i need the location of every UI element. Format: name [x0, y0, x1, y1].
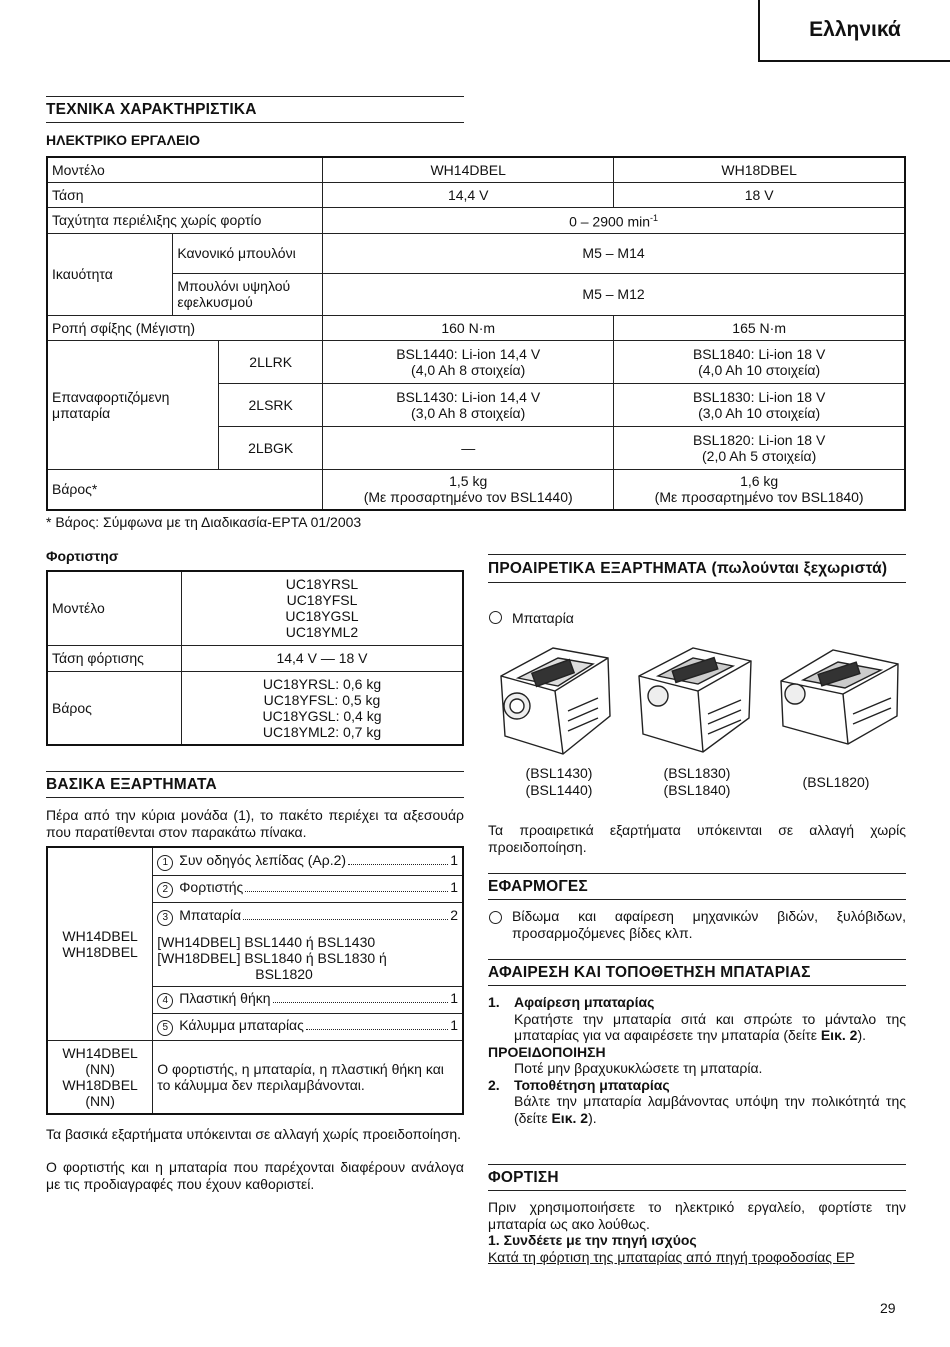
battery-bsl1820-image — [781, 650, 898, 744]
spec-sublabel: Μπουλόνι υψηλού εφελκυσμού — [173, 273, 323, 315]
spec-sublabel: Κανονικό μπουλόνι — [173, 233, 323, 273]
spec-value: 1,5 kg (Με προσαρτημένο τον BSL1440) — [323, 469, 614, 510]
standard-acc-title: ΒΑΣΙΚΑ ΕΞΑΡΤΗΜΑΤΑ — [46, 771, 464, 798]
bullet-icon — [489, 611, 502, 624]
standard-acc-table — [46, 846, 464, 1115]
battery-code: 2LLRK — [219, 340, 323, 383]
standard-acc-note-2: Ο φορτιστής και η μπαταρία που παρέχονται διαφέρουν ανάλογα με τις προδιαγραφές που έχουν καθοριστεί. — [46, 1159, 464, 1192]
spec-value: WH14DBEL — [323, 157, 614, 182]
battery-code: 2LSRK — [219, 383, 323, 426]
spec-value: 165 N·m — [614, 315, 905, 340]
spec-value: — — [323, 426, 614, 469]
charging-title: ΦΟΡΤΙΣΗ — [488, 1164, 906, 1191]
spec-value: 18 V — [614, 182, 905, 207]
spec-value: BSL1840: Li-ion 18 V (4,0 Ah 10 στοιχεία) — [614, 340, 905, 383]
spec-value: BSL1820: Li-ion 18 V (2,0 Ah 5 στοιχεία) — [614, 426, 905, 469]
acc-item: 1 Συν οδηγός λεπίδας (Αρ.2) 1 — [153, 847, 463, 875]
charger-table — [46, 570, 464, 746]
battery-bsl1440-image — [501, 648, 610, 754]
battery-code: 2LBGK — [219, 426, 323, 469]
spec-value: 1,6 kg (Με προσαρτημένο τον BSL1840) — [614, 469, 905, 510]
charging-body: Πριν χρησιμοποιήσετε το ηλεκτρικό εργαλείο, φορτίστε την μπαταρία ως ακο λούθως. 1. Συνδέετε με την πηγή ισχύος Κατά τη φόρτιση της μπαταρίας από πηγή τροφοδοσίας EP — [488, 1199, 906, 1265]
specs-table — [46, 156, 906, 511]
optional-acc-item: Μπαταρία — [489, 610, 574, 626]
acc-item: 4 Πλαστική θήκη 1 — [153, 986, 463, 1013]
battery-illustrations — [493, 636, 905, 758]
charger-label: Τάση φόρτισης — [47, 645, 181, 671]
battery-caption-1: (BSL1430) (BSL1440) — [525, 765, 593, 798]
charger-weights: UC18YRSL: 0,6 kg UC18YFSL: 0,5 kg UC18YGSL: 0,4 kg UC18YML2: 0,7 kg — [181, 671, 463, 745]
applications-item: Βίδωμα και αφαίρεση μηχανικών βιδών, ξυλόβιδων, προσαρμοζόμενες βίδες κλπ. — [489, 908, 906, 941]
acc-models: WH14DBEL WH18DBEL — [47, 847, 153, 1040]
charger-heading: Φορτιστησ — [46, 548, 119, 564]
spec-value: BSL1430: Li-ion 14,4 V (3,0 Ah 8 στοιχεία) — [323, 383, 614, 426]
optional-acc-note: Τα προαιρετικά εξαρτήματα υπόκεινται σε αλλαγή χωρίς προειδοποίηση. — [488, 822, 906, 855]
battery-caption-2: (BSL1830) (BSL1840) — [663, 765, 731, 798]
spec-value: 14,4 V — [323, 182, 614, 207]
bullet-icon — [489, 911, 502, 924]
page-number: 29 — [880, 1300, 896, 1316]
charger-label: Μοντέλο — [47, 571, 181, 645]
power-tool-heading: ΗΛΕΚΤΡΙΚΟ ΕΡΓΑΛΕΙΟ — [46, 132, 201, 148]
charger-models: UC18YRSL UC18YFSL UC18YGSL UC18YML2 — [181, 571, 463, 645]
spec-label: Ικαυότητα — [47, 233, 173, 315]
battery-removal-body: 1. Αφαίρεση μπαταρίας Κρατήστε την μπαταρία σιτά και σπρώτε το μάνταλο της μπαταρίας για να αφαιρέσετε την μπαταρία (δείτε Εικ. 2). ΠΡΟΕΙΔΟΠΟΙΗΣΗ Ποτέ μην βραχυκυκλώσετε τη μπαταρία. 2. Τοποθέτηση μπαταρίας Βάλτε την μπαταρία λαμβάνοντας υπόψη την πολικότητά της (δείτε Εικ. 2). — [488, 994, 906, 1126]
standard-acc-intro: Πέρα από την κύρια μονάδα (1), το πακέτο περιέχει τα αξεσουάρ που παρατίθενται στον παρακάτω πίνακα. — [46, 807, 464, 840]
weight-footnote: * Βάρος: Σύμφωνα με τη Διαδικασία-EPTA 01/2003 — [46, 514, 362, 530]
acc-nn-note: Ο φορτιστής, η μπαταρία, η πλαστική θήκη και το κάλυμμα δεν περιλαμβάνονται. — [153, 1040, 463, 1114]
spec-value: BSL1830: Li-ion 18 V (3,0 Ah 10 στοιχεία) — [614, 383, 905, 426]
acc-item: 5 Κάλυμμα μπαταρίας 1 — [153, 1013, 463, 1040]
acc-item: 2 Φορτιστής 1 — [153, 875, 463, 902]
spec-label: Ροπή σφίξης (Μέγιστη) — [47, 315, 323, 340]
battery-bsl1840-image — [639, 648, 751, 752]
spec-value: M5 – M12 — [323, 273, 905, 315]
acc-nn-models: WH14DBEL (NN) WH18DBEL (NN) — [47, 1040, 153, 1114]
battery-caption-3: (BSL1820) — [802, 774, 870, 790]
specs-title: ΤΕΧΝΙΚΑ ΧΑΡΑΚΤΗΡΙΣΤΙΚΑ — [46, 96, 464, 123]
spec-label: Ταχύτητα περιέλιξης χωρίς φορτίο — [47, 207, 323, 233]
charger-voltage: 14,4 V — 18 V — [181, 645, 463, 671]
spec-value: 160 N·m — [323, 315, 614, 340]
spec-value: BSL1440: Li-ion 14,4 V (4,0 Ah 8 στοιχεία) — [323, 340, 614, 383]
spec-label: Μοντέλο — [47, 157, 323, 182]
language-tab: Ελληνικά — [758, 0, 950, 62]
applications-title: ΕΦΑΡΜΟΓΕΣ — [488, 873, 906, 900]
charger-label: Βάρος — [47, 671, 181, 745]
spec-value: M5 – M14 — [323, 233, 905, 273]
optional-acc-title: ΠΡΟΑΙΡΕΤΙΚΑ ΕΞΑΡΤΗΜΑΤΑ (πωλούνται ξεχωριστά) — [488, 554, 906, 583]
spec-label: Βάρος* — [47, 469, 323, 510]
battery-removal-title: ΑΦΑΙΡΕΣΗ ΚΑΙ ΤΟΠΟΘΕΤΗΣΗ ΜΠΑΤΑΡΙΑΣ — [488, 959, 906, 986]
spec-label: Τάση — [47, 182, 323, 207]
spec-value: WH18DBEL — [614, 157, 905, 182]
spec-value: 0 – 2900 $\min^{-1}$ — [323, 207, 905, 233]
standard-acc-note-1: Τα βασικά εξαρτήματα υπόκεινται σε αλλαγή χωρίς προειδοποίηση. — [46, 1126, 462, 1142]
acc-item: 3 Μπαταρία 2 [WH14DBEL] BSL1440 ή BSL1430 [WH18DBEL] BSL1840 ή BSL1830 ή BSL1820 — [153, 902, 463, 986]
spec-label: Επαναφορτιζόμενη μπαταρία — [47, 340, 219, 469]
